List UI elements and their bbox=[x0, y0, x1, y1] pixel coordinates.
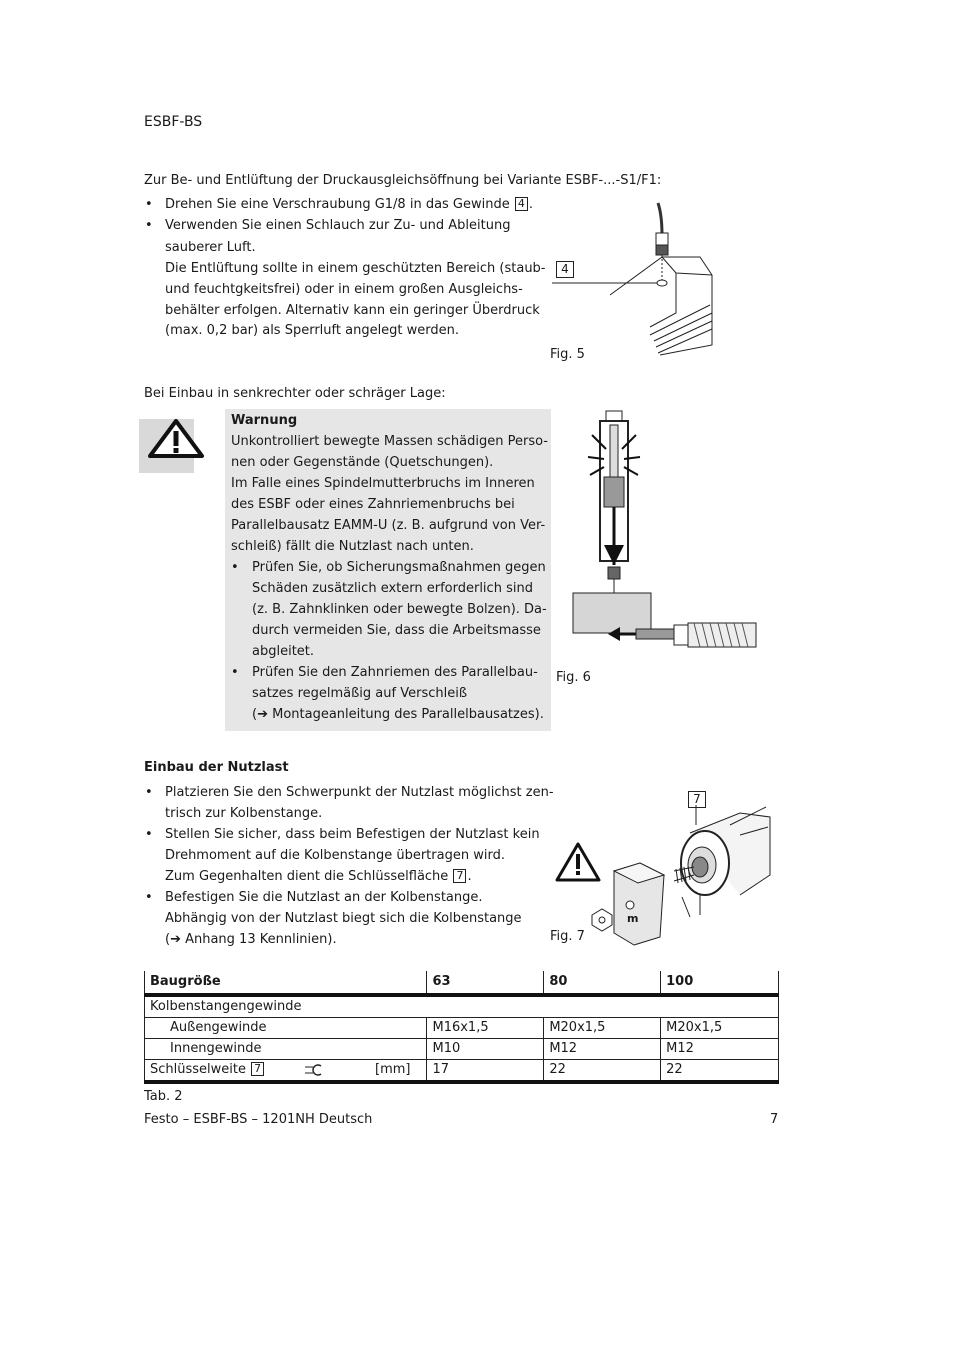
warning-bullet-1-line: Schäden zusätzlich extern erforderlich sind bbox=[252, 581, 533, 596]
section3-bullet-2-line bbox=[165, 866, 472, 887]
fig6-drawing bbox=[570, 405, 770, 665]
table-row bbox=[145, 1039, 779, 1060]
section1-bullet-1 bbox=[165, 194, 533, 215]
section1-intro: Zur Be- und Entlüftung der Druckausgleichsöffnung bei Variante ESBF-...-S1/F1: bbox=[144, 173, 662, 188]
bullet-icon: • bbox=[145, 827, 153, 842]
table-row-label: Innengewinde bbox=[145, 1039, 427, 1060]
section1-bullet-2-line: und feuchtgkeitsfrei) oder in einem großen Ausgleichs- bbox=[165, 282, 523, 297]
table-row bbox=[145, 1018, 779, 1039]
warning-bullet-1-line: abgleitet. bbox=[252, 644, 315, 659]
table-caption: Tab. 2 bbox=[144, 1089, 183, 1104]
warning-bullet-1-line: (z. B. Zahnklinken oder bewegte Bolzen). Da- bbox=[252, 602, 547, 617]
bullet-text: Zum Gegenhalten dient die Schlüsselfläche bbox=[165, 869, 449, 884]
warning-text-line: nen oder Gegenstände (Quetschungen). bbox=[231, 455, 494, 470]
bullet-icon: • bbox=[145, 785, 153, 800]
table-cell: 22 bbox=[661, 1060, 779, 1083]
table-cell: 22 bbox=[544, 1060, 661, 1083]
bullet-icon: • bbox=[145, 890, 153, 905]
reference-box: 7 bbox=[251, 1062, 264, 1076]
table-header-cell: 100 bbox=[661, 971, 779, 995]
fig7-callout: 7 bbox=[688, 791, 706, 808]
section3-heading: Einbau der Nutzlast bbox=[144, 760, 289, 775]
warning-bullet-1-line: durch vermeiden Sie, dass die Arbeitsmasse bbox=[252, 623, 541, 638]
table-cell: M12 bbox=[544, 1039, 661, 1060]
unit-label: [mm] bbox=[375, 1062, 411, 1077]
bullet-icon: • bbox=[231, 560, 239, 575]
doc-header: ESBF-BS bbox=[144, 114, 203, 130]
bullet-icon: • bbox=[145, 218, 153, 233]
section1-bullet-2-line: Die Entlüftung sollte in einem geschützten Bereich (staub- bbox=[165, 261, 546, 276]
warning-text-line: Im Falle eines Spindelmutterbruchs im Inneren bbox=[231, 476, 535, 491]
fig5-caption: Fig. 5 bbox=[550, 347, 585, 362]
section3-bullet-2-line: Drehmoment auf die Kolbenstange übertragen wird. bbox=[165, 848, 505, 863]
section3-bullet-3-line: Abhängig von der Nutzlast biegt sich die Kolbenstange bbox=[165, 911, 522, 926]
warning-text-line: schleiß) fällt die Nutzlast nach unten. bbox=[231, 539, 474, 554]
section1-bullet-2-line: (max. 0,2 bar) als Sperrluft angelegt werden. bbox=[165, 323, 460, 338]
spec-table bbox=[144, 971, 779, 1084]
warning-text-line: Unkontrolliert bewegte Massen schädigen Perso- bbox=[231, 434, 548, 449]
section3-bullet-2-line: Stellen Sie sicher, dass beim Befestigen der Nutzlast kein bbox=[165, 827, 540, 842]
punctuation: . bbox=[467, 869, 472, 884]
warning-bullet-1-line: Prüfen Sie, ob Sicherungsmaßnahmen gegen bbox=[252, 560, 546, 575]
section3-bullet-3-line: (➔ Anhang 13 Kennlinien). bbox=[165, 932, 337, 947]
section2-intro: Bei Einbau in senkrechter oder schräger Lage: bbox=[144, 386, 446, 401]
table-header-cell: Baugröße bbox=[145, 971, 427, 995]
bullet-icon: • bbox=[145, 197, 153, 212]
bullet-icon: • bbox=[231, 665, 239, 680]
fig7-drawing bbox=[590, 805, 775, 945]
warning-bullet-2-line: Prüfen Sie den Zahnriemen des Parallelbau- bbox=[252, 665, 538, 680]
table-row bbox=[145, 1060, 779, 1083]
section3-bullet-1-line: Platzieren Sie den Schwerpunkt der Nutzlast möglichst zen- bbox=[165, 785, 554, 800]
bullet-text: Drehen Sie eine Verschraubung G1/8 in das Gewinde bbox=[165, 197, 510, 212]
warning-text-line: Parallelbausatz EAMM-U (z. B. aufgrund von Ver- bbox=[231, 518, 546, 533]
table-cell: M20x1,5 bbox=[661, 1018, 779, 1039]
page-number: 7 bbox=[770, 1112, 779, 1127]
table-cell: M12 bbox=[661, 1039, 779, 1060]
warning-bullet-2-line: (➔ Montageanleitung des Parallelbausatzes). bbox=[252, 707, 544, 722]
reference-box: 4 bbox=[515, 197, 528, 211]
table-row-label bbox=[145, 1060, 427, 1083]
warning-bullet-2-line: satzes regelmäßig auf Verschleiß bbox=[252, 686, 468, 701]
warning-triangle-icon bbox=[148, 419, 204, 459]
table-cell: M20x1,5 bbox=[544, 1018, 661, 1039]
fig5-drawing bbox=[550, 195, 720, 360]
fig7-caption: Fig. 7 bbox=[550, 929, 585, 944]
section1-bullet-2-line: behälter erfolgen. Alternativ kann ein geringer Überdruck bbox=[165, 303, 540, 318]
footer-text: Festo – ESBF-BS – 1201NH Deutsch bbox=[144, 1112, 373, 1127]
table-group-row bbox=[145, 995, 779, 1018]
reference-box: 7 bbox=[453, 869, 466, 883]
table-cell: M10 bbox=[427, 1039, 544, 1060]
warning-title: Warnung bbox=[231, 413, 298, 428]
section3-bullet-3-line: Befestigen Sie die Nutzlast an der Kolbenstange. bbox=[165, 890, 483, 905]
table-cell: M16x1,5 bbox=[427, 1018, 544, 1039]
table-header-cell: 80 bbox=[544, 971, 661, 995]
section1-bullet-2-line: Verwenden Sie einen Schlauch zur Zu- und Ableitung bbox=[165, 218, 511, 233]
section1-bullet-2-line: sauberer Luft. bbox=[165, 240, 256, 255]
fig6-caption: Fig. 6 bbox=[556, 670, 591, 685]
table-row-label: Außengewinde bbox=[145, 1018, 427, 1039]
warning-text-line: des ESBF oder eines Zahnriemenbruchs bei bbox=[231, 497, 515, 512]
table-header-cell: 63 bbox=[427, 971, 544, 995]
table-group-label: Kolbenstangengewinde bbox=[145, 995, 779, 1018]
wrench-icon bbox=[305, 1064, 323, 1076]
punctuation: . bbox=[528, 197, 534, 212]
fig5-callout: 4 bbox=[556, 261, 574, 278]
fig7-mass-label: m bbox=[627, 912, 639, 925]
table-row-label-text: Schlüsselweite bbox=[150, 1062, 246, 1077]
table-header-row bbox=[145, 971, 779, 995]
section3-bullet-1-line: trisch zur Kolbenstange. bbox=[165, 806, 323, 821]
table-cell: 17 bbox=[427, 1060, 544, 1083]
